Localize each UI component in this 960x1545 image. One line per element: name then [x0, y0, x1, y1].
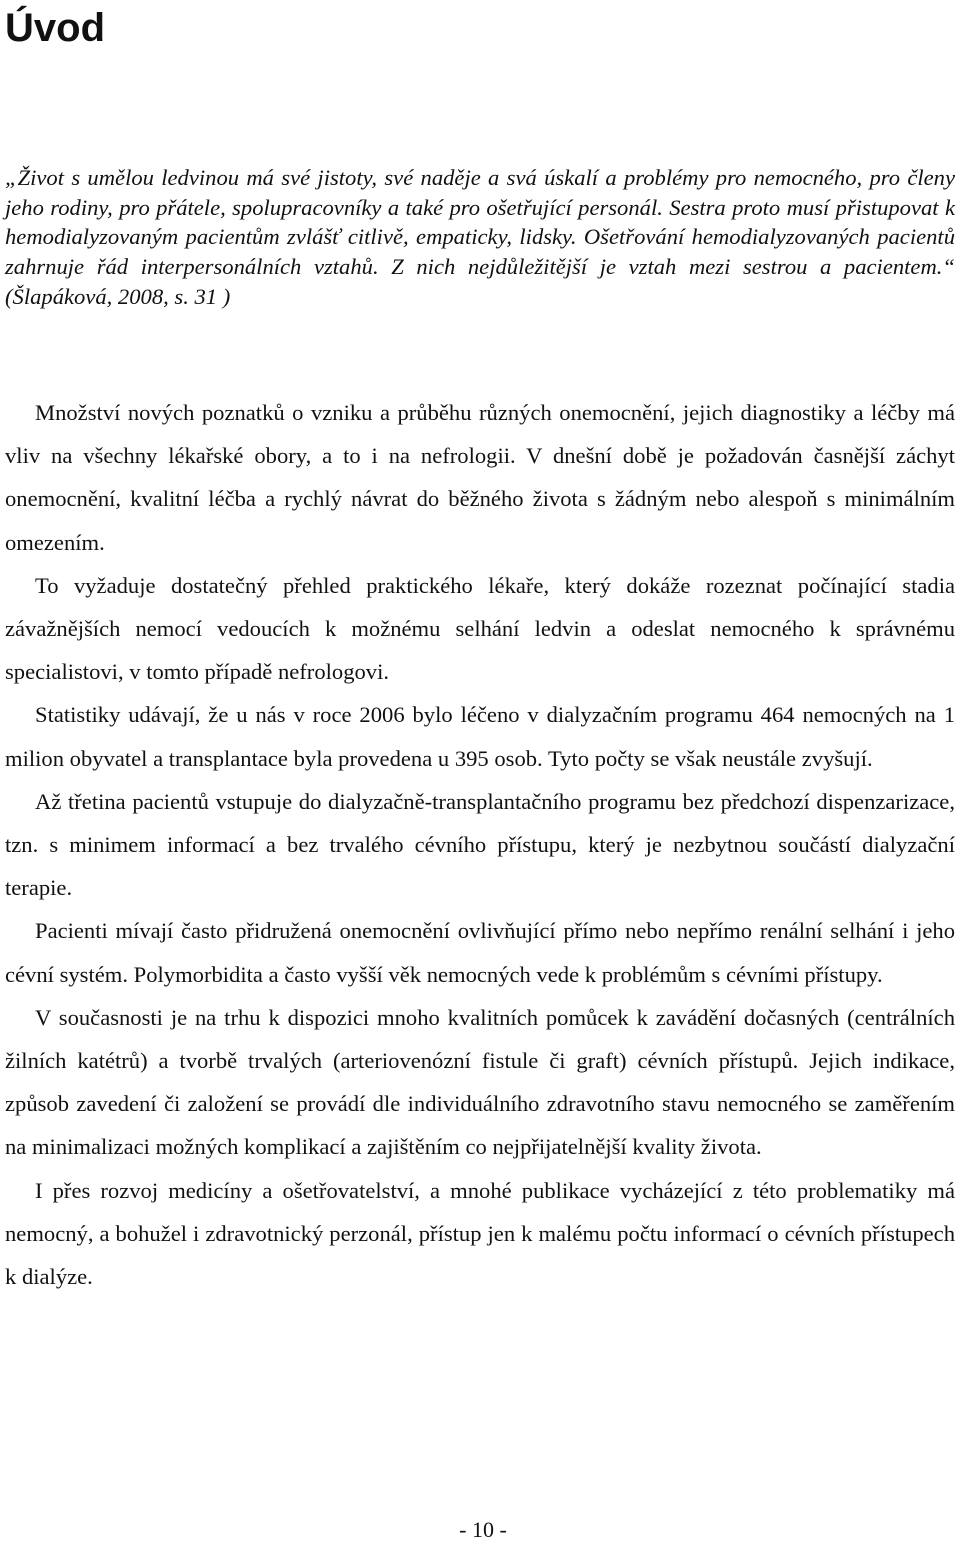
page-number-label: - 10 -	[459, 1517, 507, 1542]
paragraph-1: Množství nových poznatků o vzniku a průběhu různých onemocnění, jejich diagnostiky a léčby má vliv na všechny lékařské obory, a to i na nefrologii. V dnešní době je požadován časnější záchyt onemocnění, kvalitní léčba a rychlý návrat do běžného života s žádným nebo alespoň s minimálním omezením.	[5, 400, 955, 555]
document-page	[5, 0, 955, 1545]
page-number	[5, 1517, 955, 1543]
paragraph-5: Pacienti mívají často přidružená onemocnění ovlivňující přímo nebo nepřímo renální selhání i jeho cévní systém. Polymorbidita a často vyšší věk nemocných vede k problémům s cévními přístupy.	[5, 918, 955, 987]
page-title: Úvod	[5, 6, 105, 50]
paragraph-6: V současnosti je na trhu k dispozici mnoho kvalitních pomůcek k zavádění dočasných (centrálních žilních katétrů) a tvorbě trvalých (arteriovenózní fistule či graft) cévních přístupů. Jejich indikace, způsob zavedení či založení se provádí dle individuálního zdravotního stavu nemocného se zaměřením na minimalizaci možných komplikací a zajištěním co nejpřijatelnější kvality života.	[5, 1004, 955, 1160]
paragraph-7: I přes rozvoj medicíny a ošetřovatelství, a mnohé publikace vycházející z této problematiky má nemocný, a bohužel i zdravotnický perzonál, přístup jen k malému počtu informací o cévních přístupech k dialýze.	[5, 1177, 955, 1290]
paragraph-2: To vyžaduje dostatečný přehled praktického lékaře, který dokáže rozeznat počínající stadia závažnějších nemocí vedoucích k možnému selhání ledvin a odeslat nemocného k správnému specialistovi, v tomto případě nefrologovi.	[5, 572, 955, 685]
paragraph-3: Statistiky udávají, že u nás v roce 2006 bylo léčeno v dialyzačním programu 464 nemocných na 1 milion obyvatel a transplantace byla provedena u 395 osob. Tyto počty se však neustále zvyšují.	[5, 702, 955, 771]
paragraph-4: Až třetina pacientů vstupuje do dialyzačně-transplantačního programu bez předchozí dispenzarizace, tzn. s minimem informací a bez trvalého cévního přístupu, který je nezbytnou součástí dialyzační terapie.	[5, 788, 955, 901]
body-text	[5, 391, 955, 1298]
intro-quote: „Život s umělou ledvinou má své jistoty, své naděje a svá úskalí a problémy pro nemocného, pro členy jeho rodiny, pro přátele, spolupracovníky a také pro ošetřující personál. Sestra proto musí přistupovat k hemodialyzovaným pacientům zvlášť citlivě, empaticky, lidsky. Ošetřování hemodialyzovaných pacientů zahrnuje řád interpersonálních vztahů. Z nich nejdůležitější je vztah mezi sestrou a pacientem.“ (Šlapáková, 2008, s. 31 )	[5, 165, 955, 309]
